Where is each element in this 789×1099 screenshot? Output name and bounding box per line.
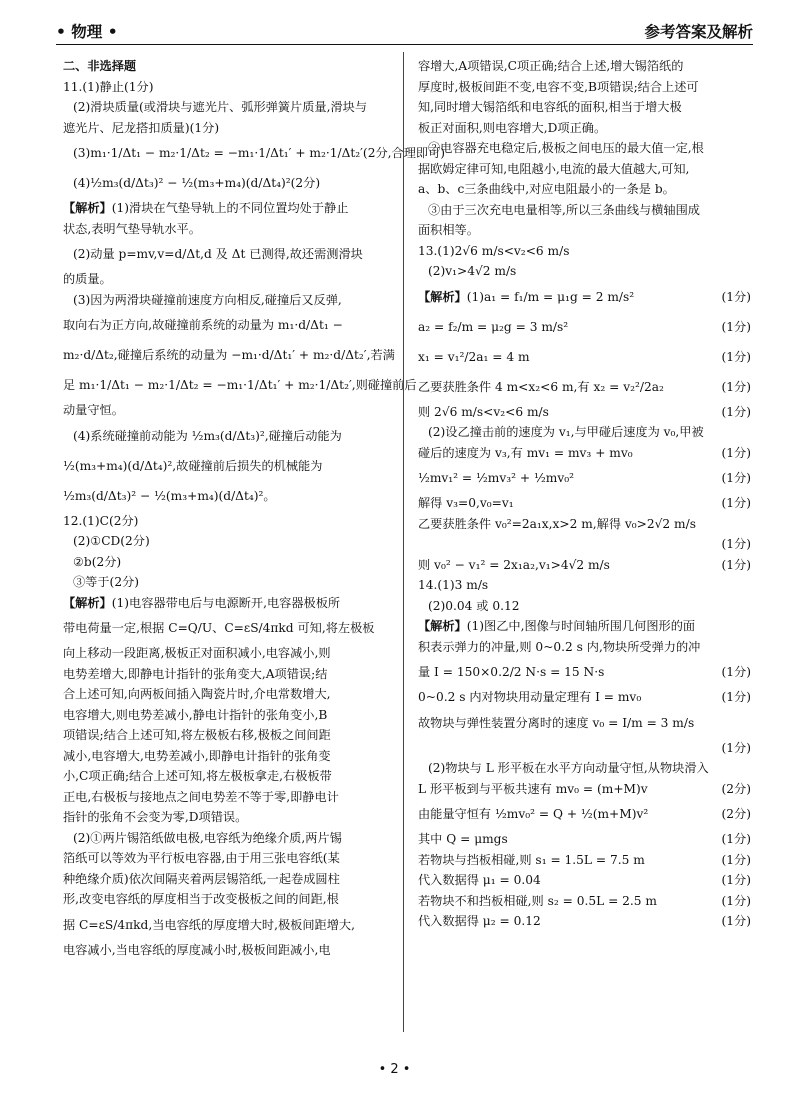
line-text: 电势差增大,即静电计指针的张角变大,A项错误;结 xyxy=(63,666,328,681)
text-line xyxy=(418,159,753,180)
score-points: (1分) xyxy=(721,471,751,485)
text-line xyxy=(418,261,753,282)
text-line xyxy=(418,493,753,514)
text-line xyxy=(418,372,753,402)
text-line xyxy=(63,766,398,787)
line-text: 面积相等。 xyxy=(418,223,479,237)
line-text: 的质量。 xyxy=(63,272,112,286)
line-text: 遮光片、尼龙搭扣质量)(1分) xyxy=(63,120,220,135)
score-points: (1分) xyxy=(721,665,751,679)
text-line xyxy=(418,514,753,535)
score-points: (1分) xyxy=(721,445,751,460)
text-line xyxy=(418,422,753,443)
text-line xyxy=(63,219,398,240)
page-number: • 2 • xyxy=(378,1062,411,1077)
text-line xyxy=(63,828,398,849)
score-points: (1分) xyxy=(721,496,751,510)
text-line xyxy=(63,481,398,511)
line-text: 合上述可知,向两板间插入陶瓷片时,介电常数增大, xyxy=(63,687,331,701)
line-text: 12.(1)C(2分) xyxy=(63,513,139,528)
text-line xyxy=(63,168,398,198)
text-line xyxy=(418,402,753,423)
line-text: 取向右为正方向,故碰撞前系统的动量为 m₁·d/Δt₁ − xyxy=(63,318,343,332)
text-line xyxy=(63,138,446,168)
line-text: 指针的张角不会变为零,D项错误。 xyxy=(63,810,248,824)
text-line xyxy=(418,555,753,576)
line-text: 正电,右极板与接地点之间电势差不等于零,即静电计 xyxy=(63,789,339,804)
text-line xyxy=(63,97,398,118)
line-text: 带电荷量一定,根据 C=Q/U、C=εS/4πkd 可知,将左极板 xyxy=(63,621,375,635)
text-line xyxy=(418,282,753,312)
score-points: (1分) xyxy=(721,537,751,551)
text-line xyxy=(63,746,398,767)
line-text: 积表示弹力的冲量,则 0~0.2 s 内,物块所受弹力的冲 xyxy=(418,639,701,654)
line-text: 板正对面积,则电容增大,D项正确。 xyxy=(418,120,607,135)
line-text: (2)①两片锡箔纸做电极,电容纸为绝缘介质,两片锡 xyxy=(73,830,342,845)
text-line xyxy=(418,657,753,687)
text-line xyxy=(63,910,398,940)
text-line xyxy=(418,708,753,738)
line-text: 厚度时,极板间距不变,电容不变,B项错误;结合上述可 xyxy=(418,79,699,94)
text-line xyxy=(418,200,753,221)
line-text: 若物块不和挡板相碰,则 s₂ = 0.5L = 2.5 m xyxy=(418,893,657,908)
line-text: 碰后的速度为 v₃,有 mv₁ = mv₃ + mv₀ xyxy=(418,445,633,460)
text-line xyxy=(418,575,753,596)
score-points: (1分) xyxy=(721,914,751,928)
line-text: 由能量守恒有 ½mv₀² = Q + ½(m+M)v² xyxy=(418,807,649,821)
line-text: 乙要获胜条件 v₀²=2a₁x,x>2 m,解得 v₀>2√2 m/s xyxy=(418,516,696,531)
text-line xyxy=(418,687,753,708)
score-points: (1分) xyxy=(721,832,751,846)
line-text: 代入数据得 μ₂ = 0.12 xyxy=(418,914,541,928)
line-text: 据欧姆定律可知,电阻越小,电流的最大值越大,可知, xyxy=(418,161,690,176)
text-line xyxy=(418,463,753,493)
text-line xyxy=(418,534,753,555)
line-text: ②电容器充电稳定后,极板之间电压的最大值一定,根 xyxy=(428,141,704,155)
text-line xyxy=(418,118,753,139)
line-text: (2)滑块质量(或滑块与遮光片、弧形弹簧片质量,滑块与 xyxy=(73,100,368,114)
line-text: 种绝缘介质)依次间隔夹着两层锡箔纸,一起卷成圆柱 xyxy=(63,871,340,886)
text-line xyxy=(63,664,398,685)
line-text: 【解析】(1)电容器带电后与电源断开,电容器极板所 xyxy=(63,595,341,610)
left-column xyxy=(63,56,446,960)
line-text: 【解析】(1)图乙中,图像与时间轴所围几何图形的面 xyxy=(418,619,696,633)
line-text: 13.(1)2√6 m/s<v₂<6 m/s xyxy=(418,243,570,258)
text-line xyxy=(63,511,398,532)
text-line xyxy=(418,220,753,241)
line-text: ③等于(2分) xyxy=(73,575,140,589)
text-line xyxy=(418,596,753,617)
column-divider xyxy=(403,52,404,1032)
text-line xyxy=(63,290,398,311)
text-line xyxy=(418,799,753,829)
text-line xyxy=(63,889,398,910)
line-text: 11.(1)静止(1分) xyxy=(63,79,154,94)
text-line xyxy=(418,829,753,850)
line-text: L 形平板到与平板共速有 mv₀ = (m+M)v xyxy=(418,781,648,796)
line-text: (2)设乙撞击前的速度为 v₁,与甲碰后速度为 v₀,甲被 xyxy=(428,425,704,439)
line-text: ½m₃(d/Δt₃)² − ½(m₃+m₄)(d/Δt₄)²。 xyxy=(63,488,276,503)
text-line xyxy=(63,807,398,828)
text-line xyxy=(418,911,753,932)
text-line xyxy=(63,400,398,421)
line-text: 乙要获胜条件 4 m<x₂<6 m,有 x₂ = v₂²/2a₂ xyxy=(418,379,664,394)
line-text: (2)动量 p=mv,v=d/Δt,d 及 Δt 已测得,故还需测滑块 xyxy=(73,247,363,261)
text-line xyxy=(418,56,753,77)
line-text: 14.(1)3 m/s xyxy=(418,578,489,592)
text-line xyxy=(418,738,753,759)
line-text: (2)物块与 L 形平板在水平方向动量守恒,从物块滑入 xyxy=(428,761,709,775)
text-line xyxy=(63,451,398,481)
text-line xyxy=(418,637,753,658)
text-line xyxy=(418,97,753,118)
text-line xyxy=(63,370,417,400)
line-text: x₁ = v₁²/2a₁ = 4 m xyxy=(418,349,530,364)
line-text: (2)①CD(2分) xyxy=(73,534,150,548)
line-text: (4)½m₃(d/Δt₃)² − ½(m₃+m₄)(d/Δt₄)²(2分) xyxy=(73,176,321,190)
text-line xyxy=(63,239,398,269)
line-text: 据 C=εS/4πkd,当电容纸的厚度增大时,极板间距增大, xyxy=(63,917,355,932)
line-text: 容增大,A项错误,C项正确;结合上述,增大锡箔纸的 xyxy=(418,59,684,73)
line-text: (4)系统碰撞前动能为 ½m₃(d/Δt₃)²,碰撞后动能为 xyxy=(73,428,342,443)
text-line xyxy=(418,870,753,891)
text-line xyxy=(63,340,398,370)
line-text: 则 2√6 m/s<v₂<6 m/s xyxy=(418,404,549,419)
line-text: 动量守恒。 xyxy=(63,403,124,417)
text-line xyxy=(418,138,753,159)
line-text: m₂·d/Δt₂,碰撞后系统的动量为 −m₁·d/Δt₁′ + m₂·d/Δt₂′,若满 xyxy=(63,348,395,362)
score-points: (1分) xyxy=(721,349,751,364)
score-points: (1分) xyxy=(721,852,751,867)
score-points: (1分) xyxy=(721,893,751,908)
text-line xyxy=(63,56,398,77)
line-text: 箔纸可以等效为平行板电容器,由于用三张电容纸(某 xyxy=(63,851,340,865)
text-line xyxy=(418,241,753,262)
text-line xyxy=(63,869,398,890)
text-line xyxy=(63,940,398,961)
line-text: 电容增大,则电势差减小,静电计指针的张角变小,B xyxy=(63,707,328,722)
text-line xyxy=(63,77,398,98)
line-text: 形,改变电容纸的厚度相当于改变极板之间的间距,根 xyxy=(63,892,339,906)
line-text: ½(m₃+m₄)(d/Δt₄)²,故碰撞前后损失的机械能为 xyxy=(63,458,323,473)
score-points: (2分) xyxy=(721,807,751,821)
line-text: 则 v₀² − v₁² = 2x₁a₂,v₁>4√2 m/s xyxy=(418,557,610,572)
line-text: ½mv₁² = ½mv₃² + ½mv₀² xyxy=(418,471,574,485)
text-line xyxy=(63,613,398,643)
score-points: (1分) xyxy=(721,557,751,572)
text-line xyxy=(63,593,398,614)
line-text: (3)因为两滑块碰撞前速度方向相反,碰撞后又反弹, xyxy=(73,292,342,307)
line-text: ③由于三次充电电量相等,所以三条曲线与横轴围成 xyxy=(428,202,700,217)
text-line xyxy=(63,531,398,552)
line-text: (2)v₁>4√2 m/s xyxy=(428,264,517,278)
line-text: 【解析】(1)滑块在气垫导轨上的不同位置均处于静止 xyxy=(63,201,349,215)
text-line xyxy=(63,787,398,808)
right-column xyxy=(418,56,753,932)
text-line xyxy=(418,443,753,464)
text-line xyxy=(63,118,398,139)
line-text: (3)m₁·1/Δt₁ − m₂·1/Δt₂ = −m₁·1/Δt₁′ + m₂·1/Δt₂′(2分,合理即可) xyxy=(73,146,446,160)
text-line xyxy=(63,848,398,869)
score-points: (1分) xyxy=(721,289,751,304)
line-text: 足 m₁·1/Δt₁ − m₂·1/Δt₂ = −m₁·1/Δt₁′ + m₂·1/Δt₂′,则碰撞前后 xyxy=(63,378,417,392)
line-text: a₂ = f₂/m = μ₂g = 3 m/s² xyxy=(418,319,569,334)
page-header xyxy=(56,18,753,45)
text-line xyxy=(418,342,753,372)
line-text: 故物块与弹性装置分离时的速度 v₀ = I/m = 3 m/s xyxy=(418,715,695,730)
text-line xyxy=(63,705,398,726)
text-line xyxy=(418,758,753,779)
subject-label: • 物理 • xyxy=(56,23,118,41)
score-points: (1分) xyxy=(721,319,751,334)
text-line xyxy=(418,77,753,98)
score-points: (1分) xyxy=(721,404,751,419)
text-line xyxy=(63,269,398,290)
line-text: a、b、c三条曲线中,对应电阻最小的一条是 b。 xyxy=(418,182,675,196)
line-text: 代入数据得 μ₁ = 0.04 xyxy=(418,873,541,887)
score-points: (1分) xyxy=(721,379,751,394)
line-text: 电容减小,当电容纸的厚度减小时,极板间距减小,电 xyxy=(63,942,331,957)
text-line xyxy=(418,179,753,200)
score-points: (2分) xyxy=(721,781,751,796)
text-line xyxy=(63,725,398,746)
text-line xyxy=(63,310,398,340)
line-text: 其中 Q = μmgs xyxy=(418,832,508,846)
text-line xyxy=(63,552,398,573)
line-text: 项错误;结合上述可知,将左极板右移,极板之间间距 xyxy=(63,728,331,742)
score-points: (1分) xyxy=(721,690,751,704)
line-text: 0~0.2 s 内对物块用动量定理有 I = mv₀ xyxy=(418,690,642,704)
score-points: (1分) xyxy=(721,740,751,755)
line-text: 二、非选择题 xyxy=(63,59,137,73)
text-line xyxy=(418,616,753,637)
text-line xyxy=(63,421,398,451)
line-text: 解得 v₃=0,v₀=v₁ xyxy=(418,496,514,510)
line-text: 减小,电容增大,电势差减小,即静电计指针的张角变 xyxy=(63,748,331,763)
text-line xyxy=(63,198,398,219)
line-text: 【解析】(1)a₁ = f₁/m = μ₁g = 2 m/s² xyxy=(418,289,635,304)
section-title: 参考答案及解析 xyxy=(644,23,753,41)
text-line xyxy=(63,572,398,593)
text-line xyxy=(418,850,753,871)
line-text: ②b(2分) xyxy=(73,554,122,569)
line-text: 状态,表明气垫导轨水平。 xyxy=(63,221,201,236)
line-text: 小,C项正确;结合上述可知,将左极板拿走,右极板带 xyxy=(63,769,332,783)
line-text: 知,同时增大锡箔纸和电容纸的面积,相当于增大极 xyxy=(418,100,682,114)
line-text: 量 I = 150×0.2/2 N·s = 15 N·s xyxy=(418,665,605,679)
text-line xyxy=(63,684,398,705)
score-points: (1分) xyxy=(721,873,751,887)
text-line xyxy=(418,312,753,342)
line-text: 向上移动一段距离,极板正对面积减小,电容减小,则 xyxy=(63,646,331,660)
line-text: (2)0.04 或 0.12 xyxy=(428,598,520,613)
text-line xyxy=(418,779,753,800)
line-text: 若物块与挡板相碰,则 s₁ = 1.5L = 7.5 m xyxy=(418,852,645,867)
text-line xyxy=(63,643,398,664)
text-line xyxy=(418,891,753,912)
